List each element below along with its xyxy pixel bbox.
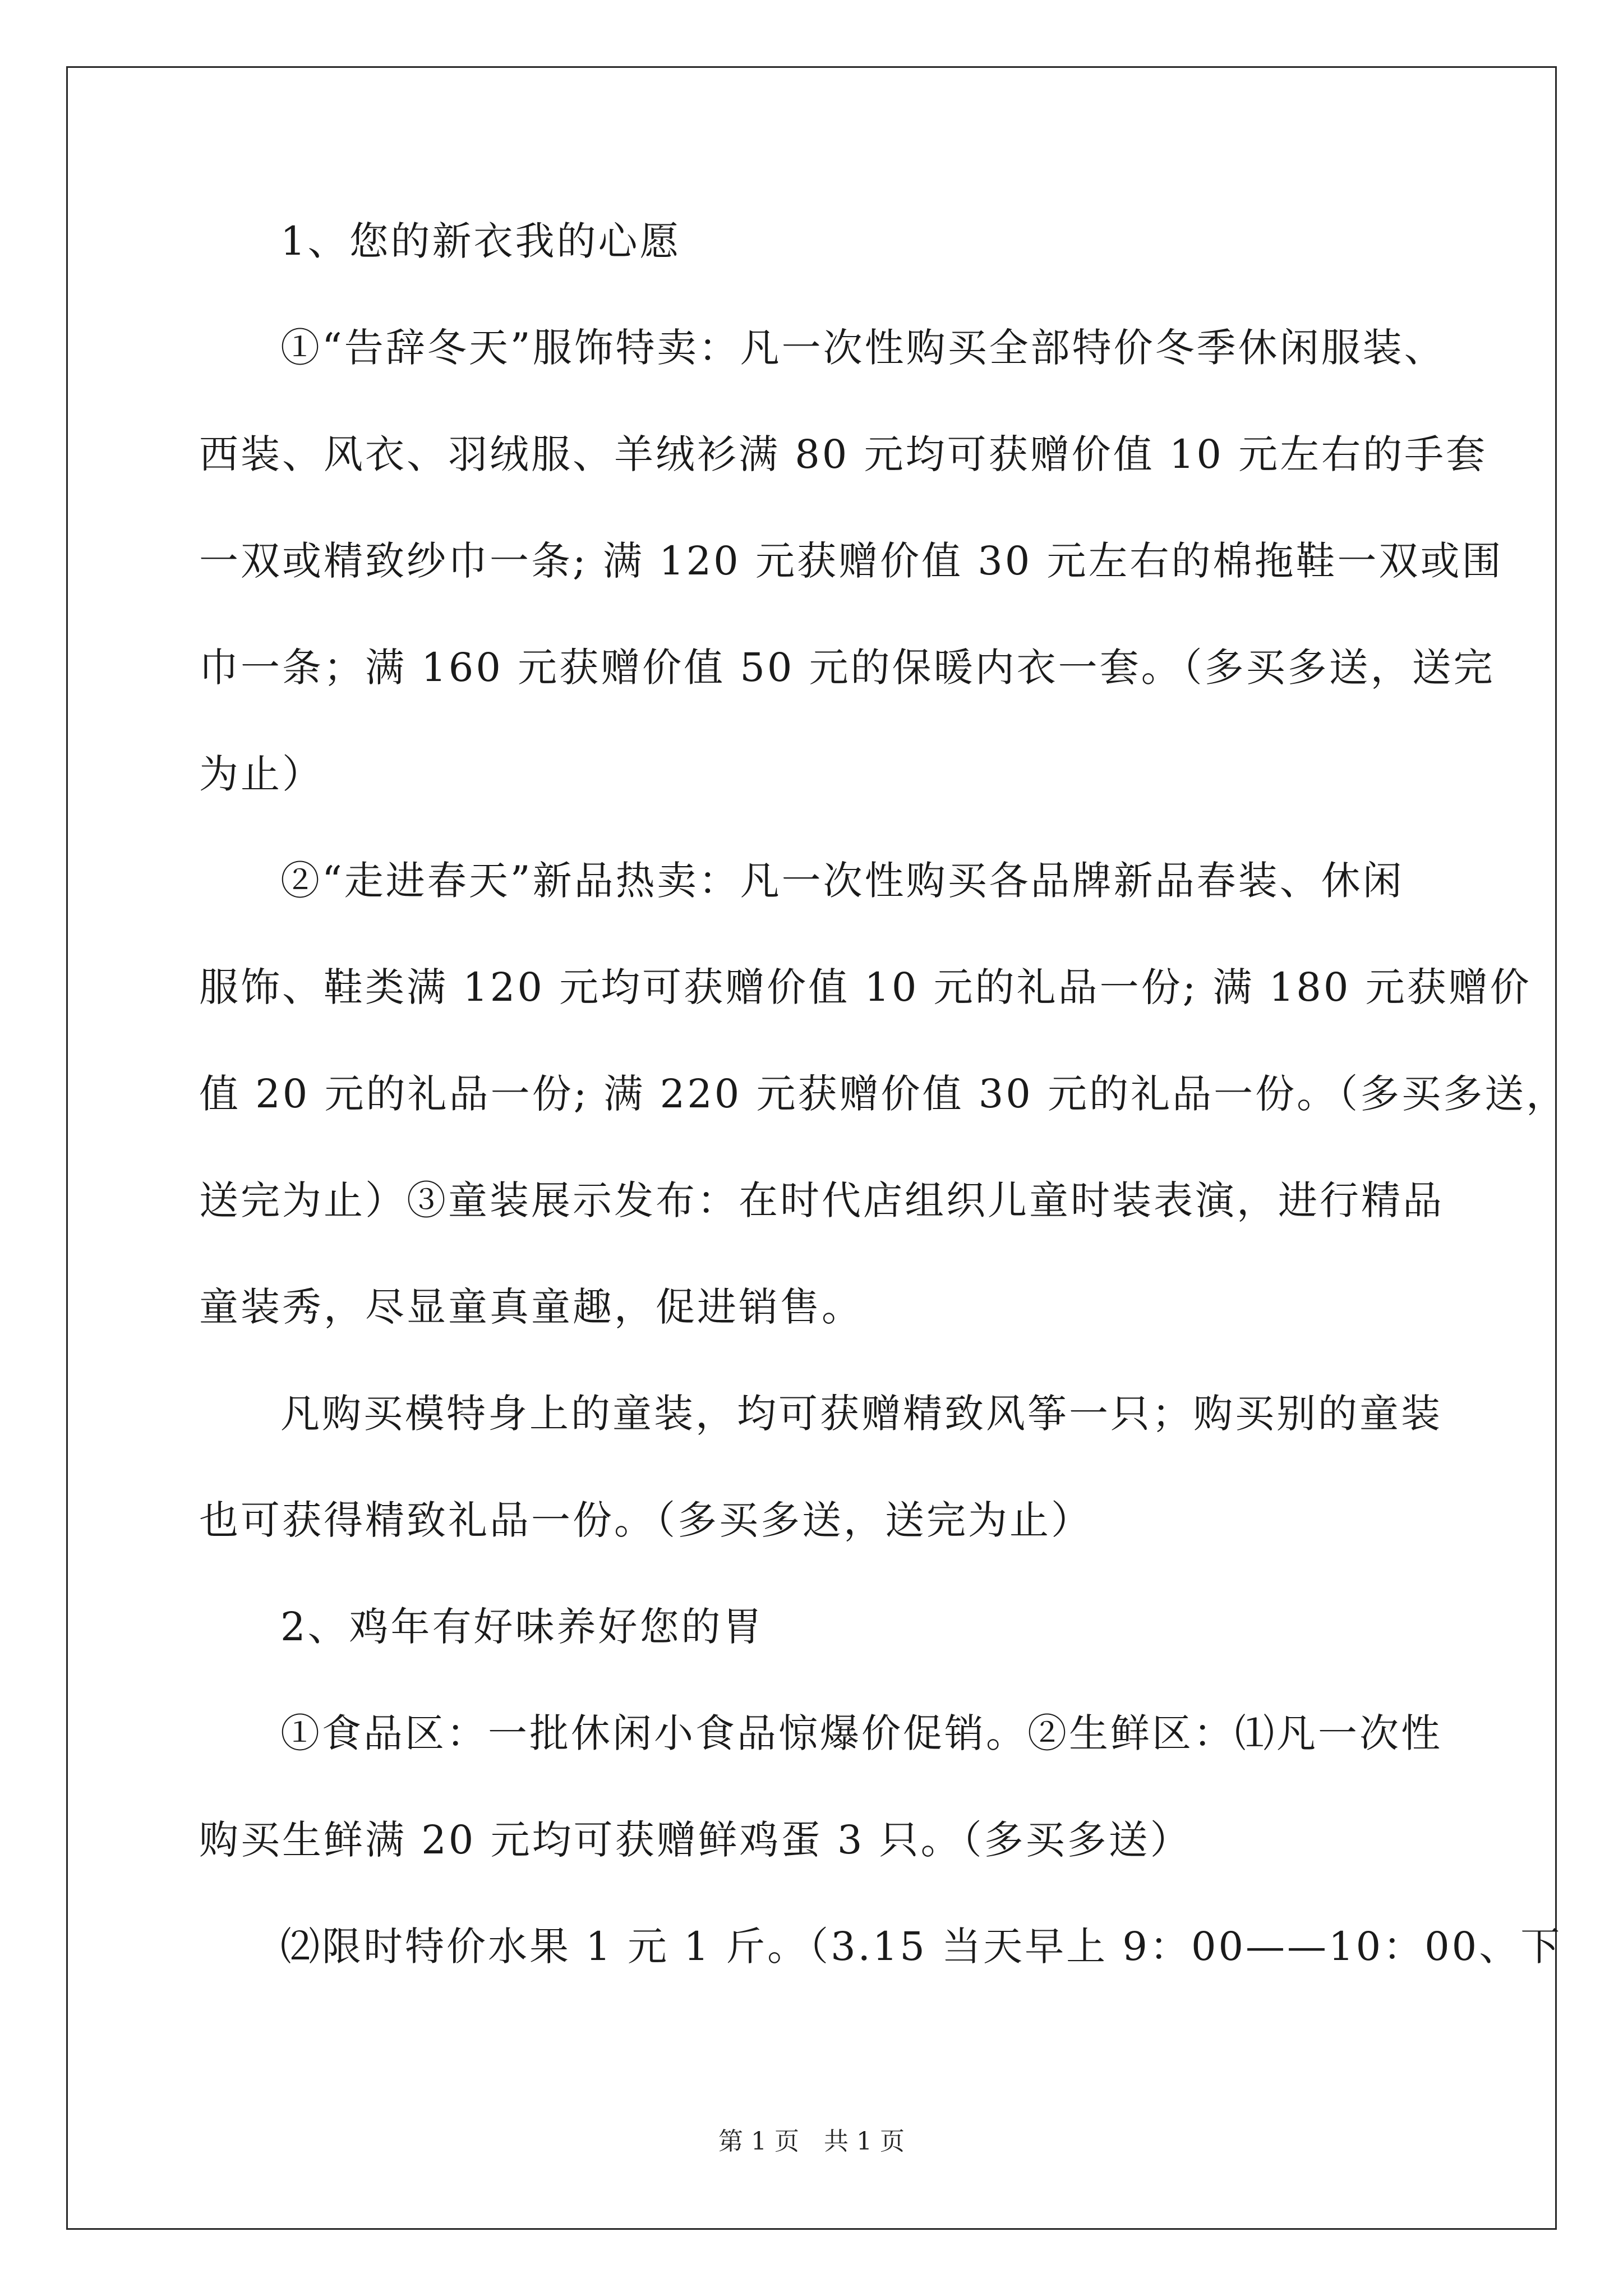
paragraph-line: 服饰、鞋类满 120 元均可获赠价值 10 元的礼品一份; 满 180 元获赠价 <box>199 964 1532 1010</box>
paragraph-line: 也可获得精致礼品一份。（多买多送，送完为止） <box>199 1497 1092 1543</box>
paragraph-line: 巾一条；满 160 元获赠价值 50 元的保暖内衣一套。（多买多送，送完 <box>199 645 1495 691</box>
paragraph-line: 西装、风衣、羽绒服、羊绒衫满 80 元均可获赠价值 10 元左右的手套 <box>199 431 1488 477</box>
paragraph-line: ①“告辞冬天”服饰特卖：凡一次性购买全部特价冬季休闲服装、 <box>280 325 1446 371</box>
paragraph-line: 凡购买模特身上的童装，均可获赠精致风筝一只；购买别的童装 <box>280 1391 1442 1437</box>
page-border <box>66 66 1557 2230</box>
paragraph-line: 送完为止）③童装展示发布：在时代店组织儿童时装表演，进行精品 <box>199 1177 1444 1223</box>
paragraph-line: 一双或精致纱巾一条; 满 120 元获赠价值 30 元左右的棉拖鞋一双或围 <box>199 538 1504 584</box>
paragraph-line: 童装秀，尽显童真童趣，促进销售。 <box>199 1284 863 1330</box>
paragraph-line: ⑵限时特价水果 1 元 1 斤。（3.15 当天早上 9：00——10：00、下 <box>280 1924 1562 1970</box>
heading-section-2: 2、鸡年有好味养好您的胃 <box>280 1604 764 1650</box>
page-footer: 第 1 页 共 1 页 <box>718 2127 905 2156</box>
heading-section-1: 1、您的新衣我的心愿 <box>280 218 681 264</box>
paragraph-line: 购买生鲜满 20 元均可获赠鲜鸡蛋 3 只。（多买多送） <box>199 1817 1192 1863</box>
paragraph-line: ①食品区：一批休闲小食品惊爆价促销。②生鲜区：⑴凡一次性 <box>280 1710 1442 1756</box>
paragraph-line: 值 20 元的礼品一份; 满 220 元获赠价值 30 元的礼品一份。（多买多送， <box>199 1071 1568 1117</box>
paragraph-line: ②“走进春天”新品热卖：凡一次性购买各品牌新品春装、休闲 <box>280 858 1404 904</box>
paragraph-line: 为止） <box>199 751 324 797</box>
